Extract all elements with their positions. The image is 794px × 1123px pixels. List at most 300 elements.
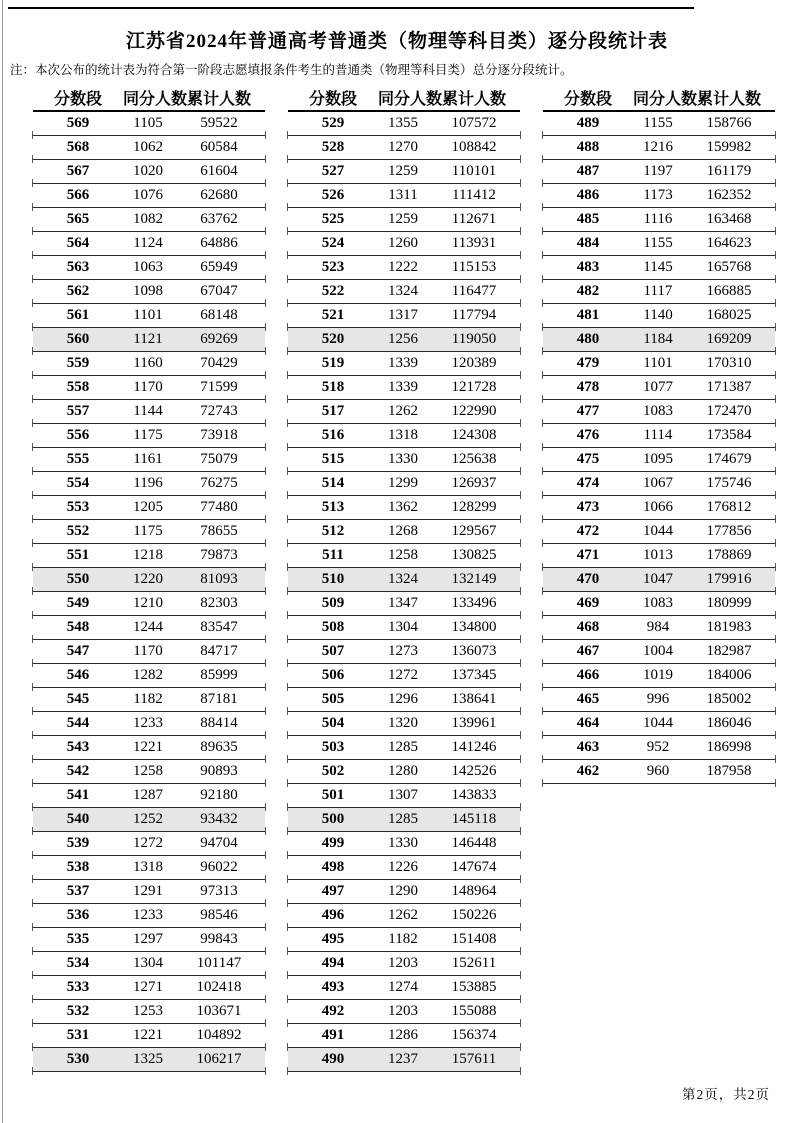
cumulative-cell: 152611: [451, 955, 497, 971]
count-cell: 960: [646, 763, 670, 779]
count-cell: 1020: [133, 163, 163, 179]
page-number: 第2页，共2页: [682, 1087, 770, 1102]
count-cell: 1347: [388, 595, 418, 611]
count-cell: 1272: [388, 667, 418, 683]
cumulative-cell: 185002: [706, 691, 752, 707]
cumulative-cell: 158766: [706, 115, 752, 131]
cumulative-cell: 85999: [200, 667, 238, 683]
table-row: [33, 1000, 265, 1024]
score-cell: 498: [321, 859, 345, 875]
count-cell: 1268: [388, 523, 418, 539]
count-cell: 1221: [133, 1027, 163, 1043]
cumulative-cell: 71599: [200, 379, 238, 395]
cumulative-cell: 156374: [451, 1027, 497, 1043]
score-cell: 517: [321, 403, 345, 419]
count-cell: 1175: [133, 523, 163, 539]
count-cell: 1066: [643, 499, 673, 515]
score-cell: 513: [321, 499, 345, 515]
count-cell: 1101: [643, 355, 673, 371]
score-cell: 535: [66, 931, 90, 947]
score-cell: 519: [321, 355, 345, 371]
score-cell: 489: [576, 115, 600, 131]
score-cell: 526: [321, 187, 345, 203]
score-cell: 540: [66, 811, 90, 827]
cumulative-cell: 124308: [451, 427, 497, 443]
score-cell: 504: [321, 715, 345, 731]
score-cell: 552: [66, 523, 90, 539]
table-row: [543, 544, 775, 568]
score-cell: 538: [66, 859, 90, 875]
score-cell: 462: [576, 763, 600, 779]
cumulative-cell: 108842: [451, 139, 497, 155]
count-cell: 1330: [388, 451, 418, 467]
score-cell: 543: [66, 739, 90, 755]
cumulative-cell: 120389: [451, 355, 497, 371]
cumulative-cell: 65949: [200, 259, 238, 275]
header-cumulative-count: 累计人数: [441, 90, 506, 108]
score-cell: 567: [66, 163, 90, 179]
cumulative-cell: 125638: [451, 451, 497, 467]
cumulative-cell: 126937: [451, 475, 497, 491]
count-cell: 1220: [133, 571, 163, 587]
count-cell: 1063: [133, 259, 163, 275]
cumulative-cell: 147674: [451, 859, 497, 875]
table-row: [288, 520, 520, 544]
cumulative-cell: 90893: [200, 763, 238, 779]
count-cell: 1253: [133, 1003, 163, 1019]
score-cell: 560: [66, 331, 90, 347]
table-row: [33, 280, 265, 304]
count-cell: 1258: [388, 547, 418, 563]
cumulative-cell: 174679: [706, 451, 752, 467]
cumulative-cell: 59522: [200, 115, 238, 131]
table-row: [33, 736, 265, 760]
cumulative-cell: 110101: [451, 163, 497, 179]
table-row: [543, 712, 775, 736]
cumulative-cell: 116477: [451, 283, 497, 299]
table-row: [288, 400, 520, 424]
table-row: [288, 712, 520, 736]
cumulative-cell: 81093: [200, 571, 238, 587]
count-cell: 1258: [133, 763, 163, 779]
score-cell: 465: [576, 691, 600, 707]
table-row: [288, 1048, 520, 1072]
table-row: [543, 472, 775, 496]
table-row: [543, 448, 775, 472]
table-row: [543, 568, 775, 592]
table-row: [33, 688, 265, 712]
table-row: [33, 424, 265, 448]
cumulative-cell: 148964: [451, 883, 497, 899]
count-cell: 1047: [643, 571, 673, 587]
count-cell: 1299: [388, 475, 418, 491]
cumulative-cell: 173584: [706, 427, 752, 443]
cumulative-cell: 72743: [200, 403, 238, 419]
cumulative-cell: 142526: [451, 763, 497, 779]
table-row: [33, 1024, 265, 1048]
table-body: [543, 112, 775, 784]
score-cell: 482: [576, 283, 600, 299]
score-cell: 472: [576, 523, 600, 539]
cumulative-cell: 178869: [706, 547, 752, 563]
count-cell: 1222: [388, 259, 418, 275]
count-cell: 1140: [643, 307, 673, 323]
table-row: [543, 136, 775, 160]
cumulative-cell: 176812: [706, 499, 752, 515]
count-cell: 952: [646, 739, 670, 755]
cumulative-cell: 153885: [451, 979, 497, 995]
score-cell: 491: [321, 1027, 345, 1043]
cumulative-cell: 179916: [706, 571, 752, 587]
count-cell: 1184: [643, 331, 673, 347]
score-cell: 488: [576, 139, 600, 155]
cumulative-cell: 104892: [196, 1027, 242, 1043]
table-row: [288, 736, 520, 760]
table-row: [33, 112, 265, 136]
cumulative-cell: 88414: [200, 715, 238, 731]
count-cell: 1155: [643, 235, 673, 251]
count-cell: 1218: [133, 547, 163, 563]
table-row: [288, 664, 520, 688]
table-row: [288, 832, 520, 856]
count-cell: 1216: [643, 139, 673, 155]
score-cell: 524: [321, 235, 345, 251]
count-cell: 1155: [643, 115, 673, 131]
cumulative-cell: 184006: [706, 667, 752, 683]
table-row: [33, 1048, 265, 1072]
table-row: [33, 448, 265, 472]
cumulative-cell: 96022: [200, 859, 238, 875]
table-row: [543, 160, 775, 184]
count-cell: 1280: [388, 763, 418, 779]
cumulative-cell: 187958: [706, 763, 752, 779]
header-same-score-count: 同分人数: [123, 90, 188, 108]
count-cell: 1262: [388, 907, 418, 923]
cumulative-cell: 150226: [451, 907, 497, 923]
count-cell: 1304: [133, 955, 163, 971]
cumulative-cell: 83547: [200, 619, 238, 635]
cumulative-cell: 70429: [200, 355, 238, 371]
cumulative-cell: 107572: [451, 115, 497, 131]
count-cell: 1082: [133, 211, 163, 227]
score-cell: 522: [321, 283, 345, 299]
score-cell: 542: [66, 763, 90, 779]
table-row: [288, 376, 520, 400]
count-cell: 1182: [133, 691, 163, 707]
score-cell: 528: [321, 139, 345, 155]
score-cell: 536: [66, 907, 90, 923]
note-text: 注：本次公布的统计表为符合第一阶段志愿填报条件考生的普通类（物理等科目类）总分逐分段统计。: [10, 63, 573, 77]
cumulative-cell: 159982: [706, 139, 752, 155]
score-cell: 470: [576, 571, 600, 587]
count-cell: 1290: [388, 883, 418, 899]
count-cell: 1252: [133, 811, 163, 827]
count-cell: 1105: [133, 115, 163, 131]
table-row: [288, 928, 520, 952]
count-cell: 1170: [133, 643, 163, 659]
score-cell: 500: [321, 811, 345, 827]
count-cell: 1237: [388, 1051, 418, 1067]
score-cell: 569: [66, 115, 90, 131]
table-row: [543, 616, 775, 640]
table-row: [33, 952, 265, 976]
score-cell: 537: [66, 883, 90, 899]
table-row: [543, 232, 775, 256]
count-cell: 1330: [388, 835, 418, 851]
count-cell: 1121: [133, 331, 163, 347]
cumulative-cell: 130825: [451, 547, 497, 563]
cumulative-cell: 143833: [451, 787, 497, 803]
count-cell: 1083: [643, 403, 673, 419]
cumulative-cell: 102418: [196, 979, 242, 995]
score-cell: 477: [576, 403, 600, 419]
score-table-column-2: [288, 84, 520, 1072]
cumulative-cell: 186998: [706, 739, 752, 755]
count-cell: 1320: [388, 715, 418, 731]
table-row: [33, 856, 265, 880]
cumulative-cell: 138641: [451, 691, 497, 707]
count-cell: 1272: [133, 835, 163, 851]
count-cell: 1205: [133, 499, 163, 515]
cumulative-cell: 103671: [196, 1003, 242, 1019]
score-cell: 555: [66, 451, 90, 467]
score-cell: 468: [576, 619, 600, 635]
table-row: [288, 1000, 520, 1024]
table-row: [33, 808, 265, 832]
table-row: [288, 184, 520, 208]
count-cell: 1317: [388, 307, 418, 323]
table-row: [33, 352, 265, 376]
cumulative-cell: 69269: [200, 331, 238, 347]
cumulative-cell: 163468: [706, 211, 752, 227]
table-row: [543, 352, 775, 376]
table-row: [33, 760, 265, 784]
count-cell: 1304: [388, 619, 418, 635]
score-cell: 564: [66, 235, 90, 251]
score-cell: 494: [321, 955, 345, 971]
score-cell: 479: [576, 355, 600, 371]
cumulative-cell: 84717: [200, 643, 238, 659]
table-row: [543, 112, 775, 136]
cumulative-cell: 155088: [451, 1003, 497, 1019]
count-cell: 1044: [643, 523, 673, 539]
table-row: [543, 760, 775, 784]
score-cell: 511: [322, 547, 344, 563]
cumulative-cell: 75079: [200, 451, 238, 467]
count-cell: 1076: [133, 187, 163, 203]
table-row: [543, 592, 775, 616]
cumulative-cell: 62680: [200, 187, 238, 203]
score-cell: 503: [321, 739, 345, 755]
cumulative-cell: 82303: [200, 595, 238, 611]
count-cell: 1197: [643, 163, 673, 179]
count-cell: 1182: [388, 931, 418, 947]
count-cell: 1077: [643, 379, 673, 395]
score-cell: 547: [66, 643, 90, 659]
score-cell: 548: [66, 619, 90, 635]
cumulative-cell: 134800: [451, 619, 497, 635]
cumulative-cell: 73918: [200, 427, 238, 443]
count-cell: 1233: [133, 907, 163, 923]
score-tables: [33, 84, 775, 1072]
table-body: [288, 112, 520, 1072]
score-cell: 565: [66, 211, 90, 227]
cumulative-cell: 112671: [451, 211, 497, 227]
table-row: [543, 304, 775, 328]
table-row: [33, 712, 265, 736]
table-row: [33, 160, 265, 184]
score-cell: 514: [321, 475, 345, 491]
cumulative-cell: 117794: [451, 307, 497, 323]
score-cell: 510: [321, 571, 345, 587]
score-cell: 467: [576, 643, 600, 659]
score-cell: 486: [576, 187, 600, 203]
score-cell: 550: [66, 571, 90, 587]
score-cell: 562: [66, 283, 90, 299]
table-row: [33, 664, 265, 688]
score-table-column-3: [543, 84, 775, 1072]
cumulative-cell: 121728: [451, 379, 497, 395]
count-cell: 1160: [133, 355, 163, 371]
score-cell: 475: [576, 451, 600, 467]
table-row: [33, 496, 265, 520]
count-cell: 1287: [133, 787, 163, 803]
count-cell: 1203: [388, 1003, 418, 1019]
count-cell: 984: [646, 619, 670, 635]
cumulative-cell: 93432: [200, 811, 238, 827]
count-cell: 1282: [133, 667, 163, 683]
count-cell: 1019: [643, 667, 673, 683]
table-row: [288, 160, 520, 184]
score-cell: 518: [321, 379, 345, 395]
table-row: [33, 472, 265, 496]
cumulative-cell: 61604: [200, 163, 238, 179]
cumulative-cell: 98546: [200, 907, 238, 923]
score-cell: 473: [576, 499, 600, 515]
score-cell: 490: [321, 1051, 345, 1067]
table-row: [288, 280, 520, 304]
count-cell: 1355: [388, 115, 418, 131]
score-cell: 463: [576, 739, 600, 755]
table-header: [33, 84, 265, 112]
header-cumulative-count: 累计人数: [186, 90, 251, 108]
cumulative-cell: 111412: [452, 187, 496, 203]
table-row: [288, 568, 520, 592]
cumulative-cell: 161179: [706, 163, 752, 179]
score-cell: 471: [576, 547, 600, 563]
cumulative-cell: 175746: [706, 475, 752, 491]
table-row: [33, 976, 265, 1000]
header-same-score-count: 同分人数: [378, 90, 443, 108]
score-cell: 516: [321, 427, 345, 443]
score-cell: 549: [66, 595, 90, 611]
score-cell: 502: [321, 763, 345, 779]
score-cell: 469: [576, 595, 600, 611]
score-cell: 492: [321, 1003, 345, 1019]
count-cell: 1318: [133, 859, 163, 875]
table-row: [33, 592, 265, 616]
score-cell: 483: [576, 259, 600, 275]
count-cell: 1098: [133, 283, 163, 299]
cumulative-cell: 141246: [451, 739, 497, 755]
score-cell: 530: [66, 1051, 90, 1067]
count-cell: 1161: [133, 451, 163, 467]
table-row: [288, 616, 520, 640]
cumulative-cell: 146448: [451, 835, 497, 851]
table-row: [543, 376, 775, 400]
table-row: [288, 688, 520, 712]
table-row: [288, 208, 520, 232]
score-cell: 545: [66, 691, 90, 707]
score-cell: 506: [321, 667, 345, 683]
count-cell: 1339: [388, 379, 418, 395]
count-cell: 996: [646, 691, 670, 707]
score-cell: 474: [576, 475, 600, 491]
count-cell: 1273: [388, 643, 418, 659]
cumulative-cell: 87181: [200, 691, 238, 707]
count-cell: 1324: [388, 571, 418, 587]
count-cell: 1062: [133, 139, 163, 155]
count-cell: 1311: [388, 187, 418, 203]
score-table-column-1: [33, 84, 265, 1072]
score-cell: 566: [66, 187, 90, 203]
page-left-border: [2, 0, 3, 1123]
cumulative-cell: 129567: [451, 523, 497, 539]
cumulative-cell: 63762: [200, 211, 238, 227]
table-row: [288, 760, 520, 784]
header-cumulative-count: 累计人数: [696, 90, 761, 108]
table-row: [288, 976, 520, 1000]
cumulative-cell: 164623: [706, 235, 752, 251]
count-cell: 1095: [643, 451, 673, 467]
cumulative-cell: 171387: [706, 379, 752, 395]
score-cell: 546: [66, 667, 90, 683]
cumulative-cell: 186046: [706, 715, 752, 731]
table-row: [543, 280, 775, 304]
count-cell: 1324: [388, 283, 418, 299]
table-row: [288, 328, 520, 352]
table-row: [543, 520, 775, 544]
cumulative-cell: 106217: [196, 1051, 242, 1067]
table-row: [288, 904, 520, 928]
table-row: [288, 136, 520, 160]
table-row: [288, 640, 520, 664]
cumulative-cell: 172470: [706, 403, 752, 419]
score-cell: 532: [66, 1003, 90, 1019]
score-cell: 531: [66, 1027, 90, 1043]
table-row: [543, 400, 775, 424]
count-cell: 1004: [643, 643, 673, 659]
table-row: [33, 928, 265, 952]
count-cell: 1221: [133, 739, 163, 755]
score-cell: 563: [66, 259, 90, 275]
table-row: [288, 232, 520, 256]
cumulative-cell: 115153: [451, 259, 497, 275]
count-cell: 1170: [133, 379, 163, 395]
table-row: [288, 592, 520, 616]
table-header: [543, 84, 775, 112]
score-cell: 512: [321, 523, 345, 539]
score-cell: 495: [321, 931, 345, 947]
table-row: [543, 424, 775, 448]
score-cell: 478: [576, 379, 600, 395]
table-header: [288, 84, 520, 112]
cumulative-cell: 165768: [706, 259, 752, 275]
table-row: [288, 808, 520, 832]
score-cell: 484: [576, 235, 600, 251]
table-row: [33, 784, 265, 808]
count-cell: 1271: [133, 979, 163, 995]
